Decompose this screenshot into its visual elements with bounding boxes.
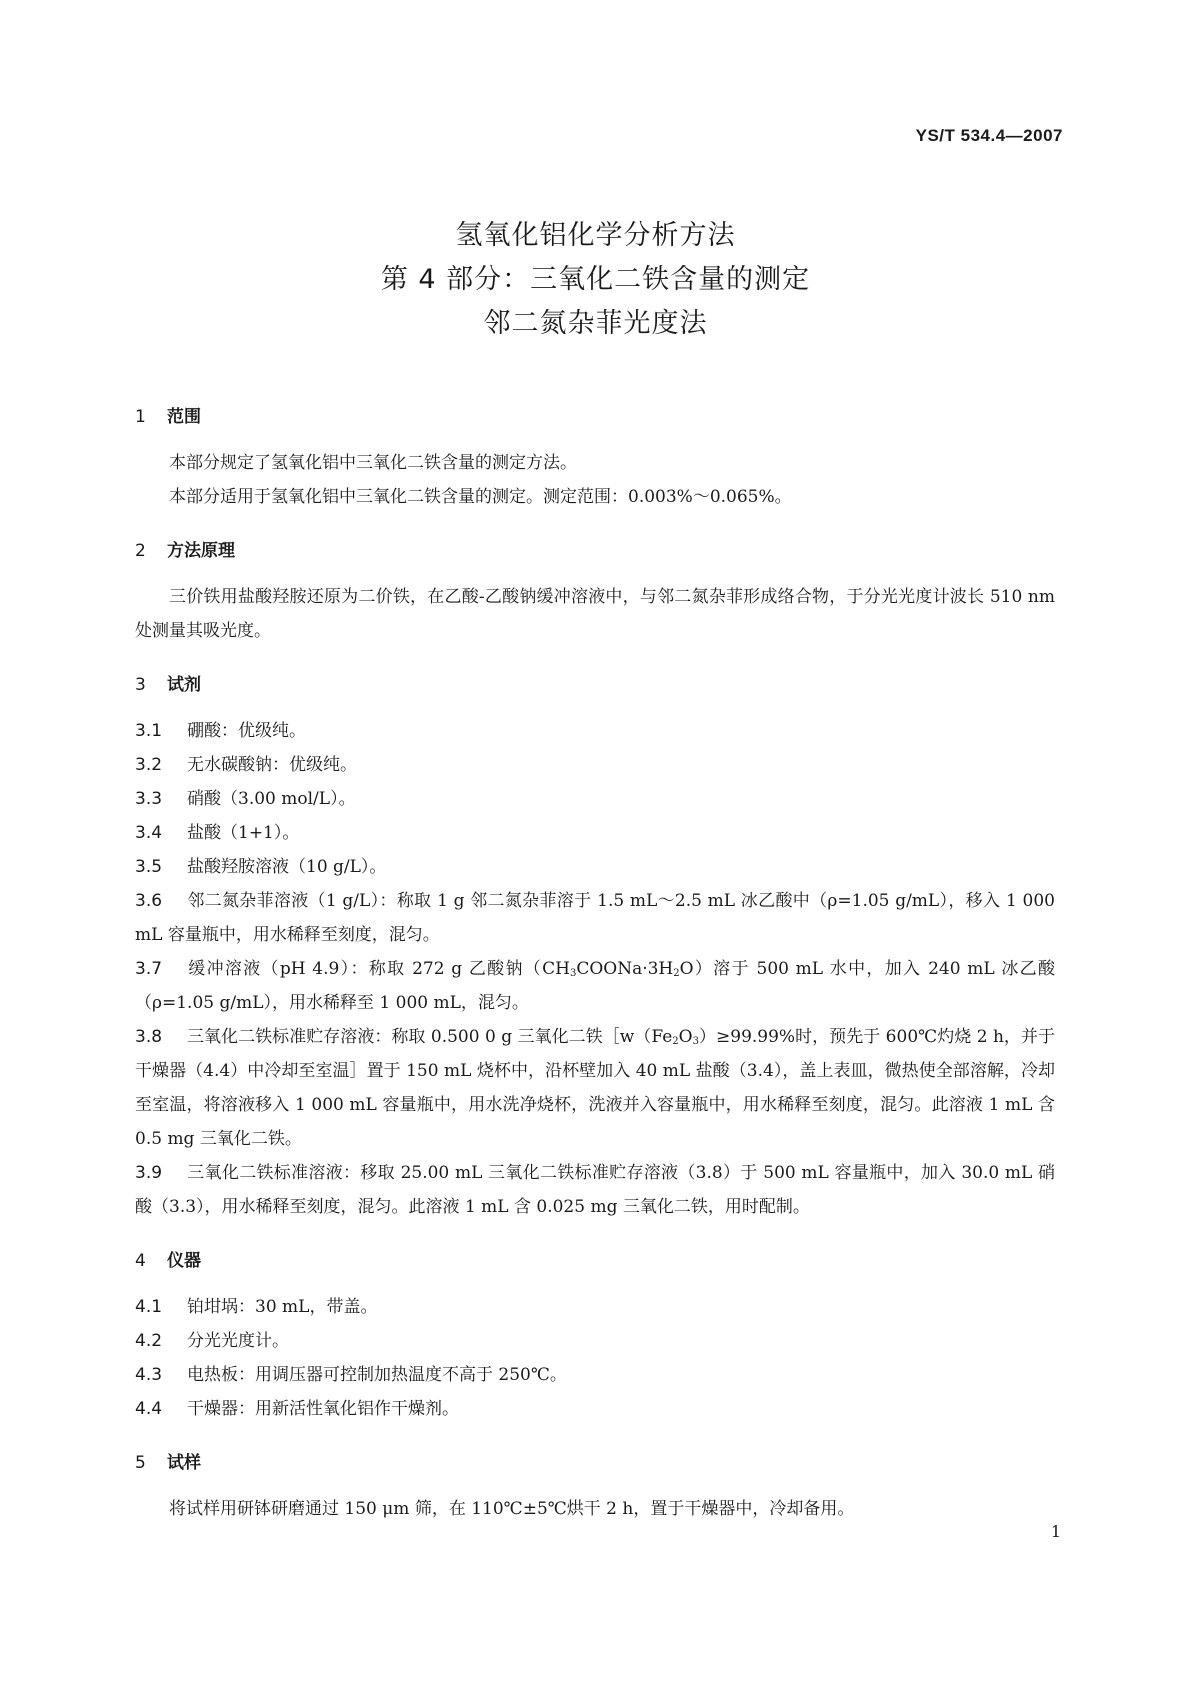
- clause-4-3: [135, 1358, 1055, 1392]
- clause-3-5: [135, 850, 1055, 884]
- standard-code: YS/T 534.4—2007: [915, 126, 1063, 145]
- clause-3-4: [135, 816, 1055, 850]
- clause-number: 3.1: [135, 721, 163, 741]
- clause-text: 硼酸：优级纯。: [187, 721, 306, 741]
- clause-3-1: [135, 714, 1055, 748]
- clause-text: 铂坩埚：30 mL，带盖。: [187, 1297, 378, 1317]
- clause-number: 3.6: [135, 891, 163, 911]
- scope-paragraph-2: 本部分适用于氢氧化铝中三氧化二铁含量的测定。测定范围：0.003%～0.065%。: [169, 487, 792, 507]
- sample-paragraph: 将试样用研钵研磨通过 150 μm 筛，在 110℃±5℃烘干 2 h，置于干燥器中，冷却备用。: [169, 1499, 855, 1519]
- subscript: 2: [672, 1036, 679, 1047]
- scope-paragraph-1: 本部分规定了氢氧化铝中三氧化二铁含量的测定方法。: [169, 453, 577, 473]
- clause-number: 3.8: [135, 1027, 163, 1047]
- section-number: 1: [135, 407, 146, 427]
- subscript: 3: [692, 1036, 699, 1047]
- section-heading-apparatus: [135, 1244, 1055, 1278]
- clause-3-9: [135, 1156, 1055, 1224]
- clause-text-b: COONa·3H: [576, 959, 674, 979]
- title-line-3: 邻二氮杂菲光度法: [483, 308, 708, 339]
- clause-3-8: [135, 1020, 1055, 1156]
- document-body: [135, 400, 1055, 1526]
- clause-text: 无水碳酸钠：优级纯。: [187, 755, 357, 775]
- page-number: 1: [1050, 1522, 1061, 1541]
- section-title: 试剂: [167, 675, 201, 695]
- clause-number: 3.5: [135, 857, 163, 877]
- subscript: 3: [569, 968, 577, 979]
- clause-4-1: [135, 1290, 1055, 1324]
- clause-4-4: [135, 1392, 1055, 1426]
- section-heading-scope: [135, 400, 1055, 434]
- section-title: 试样: [167, 1453, 201, 1473]
- title-line-1: 氢氧化铝化学分析方法: [455, 220, 736, 251]
- clause-text-b: O: [678, 1027, 693, 1047]
- title-line-2: 第 4 部分：三氧化二铁含量的测定: [380, 264, 811, 295]
- section-number: 3: [135, 675, 146, 695]
- clause-text-c: O）溶于 500 mL 水中，加入 240 mL 冰乙酸（ρ=1.05 g/mL），用水稀释至 1 000 mL，混匀。: [135, 959, 1055, 1013]
- clause-text: 盐酸（1+1）。: [187, 823, 300, 843]
- clause-number: 4.4: [135, 1399, 163, 1419]
- section-heading-reagents: [135, 668, 1055, 702]
- clause-text: 盐酸羟胺溶液（10 g/L）。: [187, 857, 387, 877]
- section-number: 5: [135, 1453, 146, 1473]
- clause-number: 3.7: [135, 959, 163, 979]
- principle-paragraph: 三价铁用盐酸羟胺还原为二价铁，在乙酸-乙酸钠缓冲溶液中，与邻二氮杂菲形成络合物，于分光光度计波长 510 nm 处测量其吸光度。: [135, 587, 1055, 641]
- section-title: 范围: [167, 407, 201, 427]
- clause-number: 3.3: [135, 789, 163, 809]
- clause-text: 分光光度计。: [187, 1331, 289, 1351]
- clause-text: 干燥器：用新活性氧化铝作干燥剂。: [187, 1399, 459, 1419]
- section-heading-principle: [135, 534, 1055, 568]
- section-title: 仪器: [167, 1251, 201, 1271]
- clause-3-3: [135, 782, 1055, 816]
- clause-3-2: [135, 748, 1055, 782]
- clause-3-7: [135, 952, 1055, 1020]
- subscript: 2: [673, 968, 680, 979]
- section-title: 方法原理: [167, 541, 235, 561]
- clause-number: 3.2: [135, 755, 163, 775]
- clause-text: 邻二氮杂菲溶液（1 g/L）：称取 1 g 邻二氮杂菲溶于 1.5 mL～2.5 mL 冰乙酸中（ρ=1.05 g/mL），移入 1 000 mL 容量瓶中，用水稀释至刻度，混匀。: [135, 891, 1055, 945]
- clause-3-6: [135, 884, 1055, 952]
- section-heading-sample: [135, 1446, 1055, 1480]
- clause-number: 3.9: [135, 1163, 163, 1183]
- clause-text-a: 三氧化二铁标准贮存溶液：称取 0.500 0 g 三氧化二铁［w（Fe: [187, 1027, 673, 1047]
- clause-number: 3.4: [135, 823, 163, 843]
- section-number: 4: [135, 1251, 146, 1271]
- clause-text: 三氧化二铁标准溶液：移取 25.00 mL 三氧化二铁标准贮存溶液（3.8）于 500 mL 容量瓶中，加入 30.0 mL 硝酸（3.3），用水稀释至刻度，混匀。此溶液 1 mL 含 0.025 mg 三氧化二铁，用时配制。: [135, 1163, 1055, 1217]
- clause-number: 4.1: [135, 1297, 163, 1317]
- clause-text: 硝酸（3.00 mol/L）。: [187, 789, 356, 809]
- clause-text: 电热板：用调压器可控制加热温度不高于 250℃。: [187, 1365, 567, 1385]
- document-title: [0, 214, 1191, 346]
- clause-text-a: 缓冲溶液（pH 4.9）：称取 272 g 乙酸钠（CH: [187, 959, 570, 979]
- clause-number: 4.3: [135, 1365, 163, 1385]
- clause-text-c: ）≥99.99%时，预先于 600℃灼烧 2 h，并于干燥器（4.4）中冷却至室温］置于 150 mL 烧杯中，沿杯壁加入 40 mL 盐酸（3.4），盖上表皿，微热使全部溶解，冷却至室温，将溶液移入 1 000 mL 容量瓶中，用水洗净烧杯，洗液并入容量瓶中，用水稀释至刻度，混匀。此溶液 1 mL 含 0.5 mg 三氧化二铁。: [135, 1027, 1055, 1149]
- section-number: 2: [135, 541, 146, 561]
- clause-number: 4.2: [135, 1331, 163, 1351]
- clause-4-2: [135, 1324, 1055, 1358]
